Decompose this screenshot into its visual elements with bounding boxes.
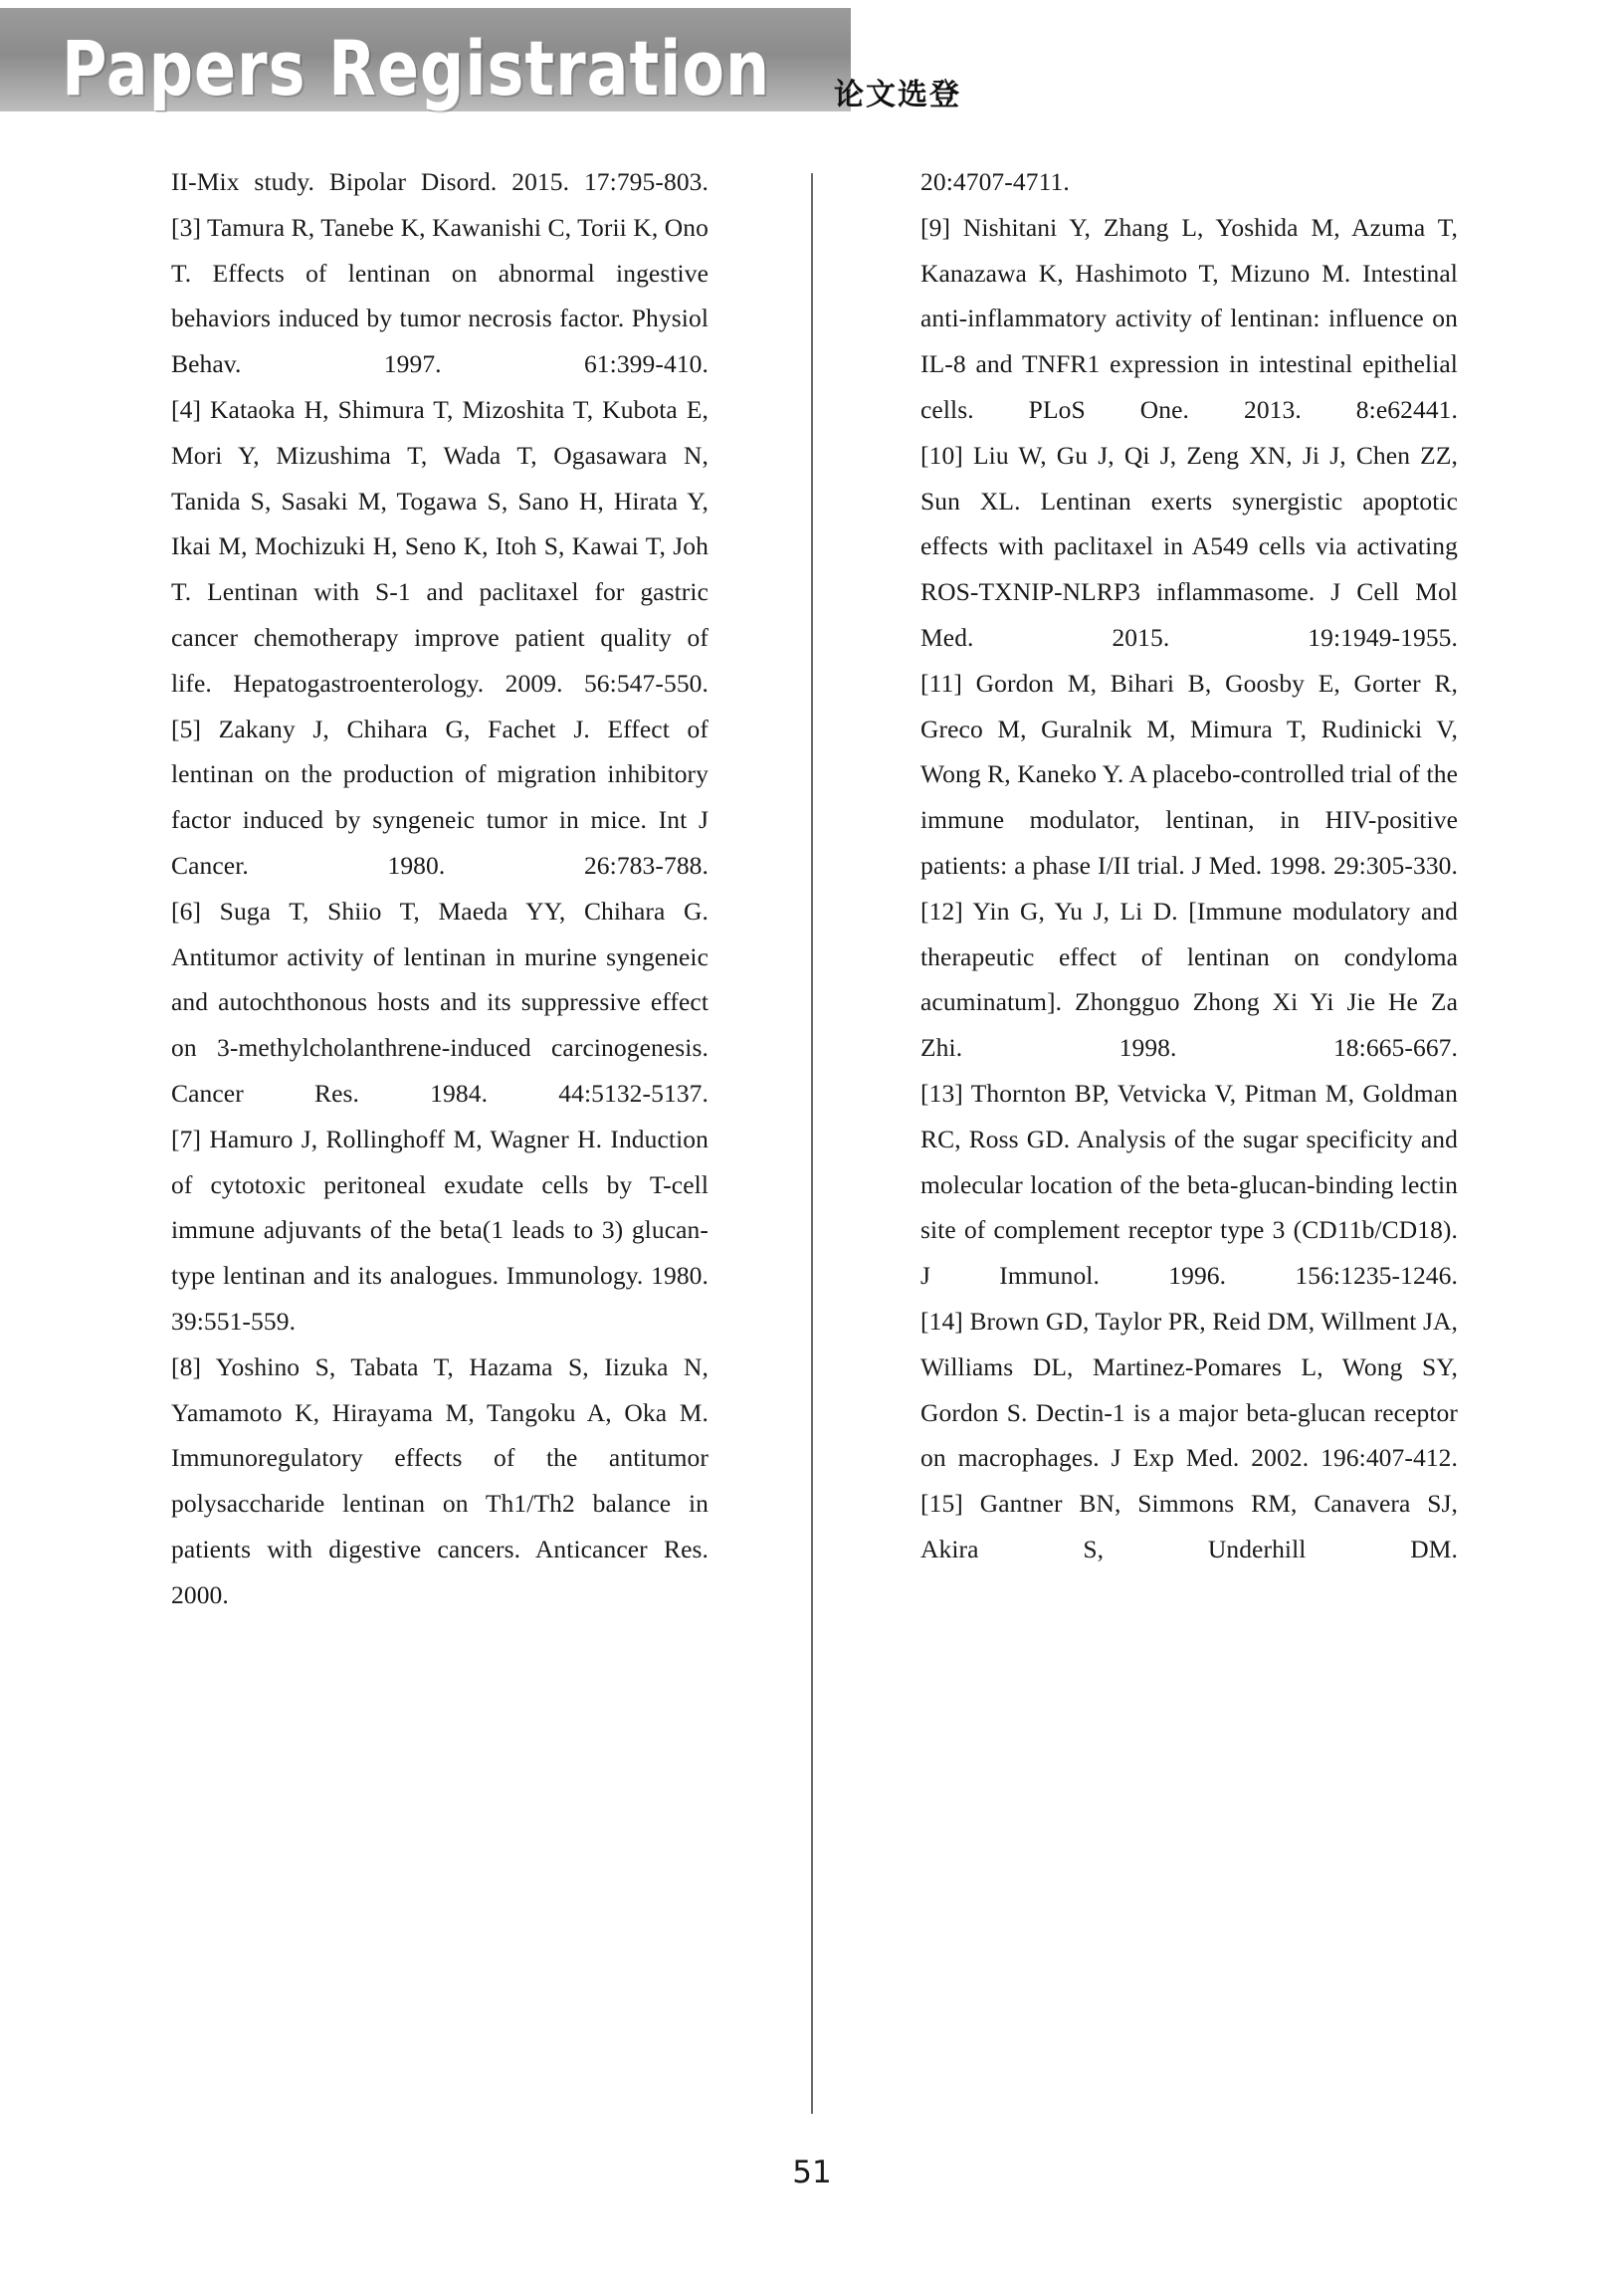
reference-entry: 20:4707-4711. bbox=[920, 167, 1070, 196]
reference-entry: [9] Nishitani Y, Zhang L, Yoshida M, Azuma T, Kanazawa K, Hashimoto T, Mizuno M. Intestinal anti-inflammatory activity of lentinan: influence on IL-8 and TNFR1 expression in intestinal epithelial cells. PLoS One. 2013. 8:e62441. bbox=[920, 212, 1458, 424]
left-column bbox=[171, 159, 709, 1618]
page-header bbox=[0, 0, 1624, 127]
reference-entry: [10] Liu W, Gu J, Qi J, Zeng XN, Ji J, Chen ZZ, Sun XL. Lentinan exerts synergistic apoptotic effects with paclitaxel in A549 cells via activating ROS-TXNIP-NLRP3 inflammasome. J Cell Mol Med. 2015. 19:1949-1955. bbox=[920, 440, 1458, 652]
reference-entry: [15] Gantner BN, Simmons RM, Canavera SJ, Akira S, Underhill DM. bbox=[920, 1489, 1458, 1563]
reference-entry: [13] Thornton BP, Vetvicka V, Pitman M, Goldman RC, Ross GD. Analysis of the sugar specificity and molecular location of the beta-glucan-binding lectin site of complement receptor type 3 (CD11b/CD18). J Immunol. 1996. 156:1235-1246. bbox=[920, 1078, 1458, 1291]
reference-entry: [7] Hamuro J, Rollinghoff M, Wagner H. Induction of cytotoxic peritoneal exudate cells by T-cell immune adjuvants of the beta(1 leads to 3) glucan-type lentinan and its analogues. Immunology. 1980. 39:551-559. bbox=[171, 1124, 709, 1336]
column-divider bbox=[811, 173, 813, 2114]
header-subtitle-chinese: 论文选登 bbox=[834, 78, 961, 112]
reference-entry: [6] Suga T, Shiio T, Maeda YY, Chihara G. Antitumor activity of lentinan in murine syngeneic and autochthonous hosts and its suppressive effect on 3-methylcholanthrene-induced carcinogenesis. Cancer Res. 1984. 44:5132-5137. bbox=[171, 896, 709, 1108]
reference-entry: [12] Yin G, Yu J, Li D. [Immune modulatory and therapeutic effect of lentinan on condyloma acuminatum]. Zhongguo Zhong Xi Yi Jie He Za Zhi. 1998. 18:665-667. bbox=[920, 896, 1458, 1063]
page-number: 51 bbox=[792, 2155, 832, 2190]
header-title: Papers Registration bbox=[62, 24, 771, 113]
reference-entry: [5] Zakany J, Chihara G, Fachet J. Effect of lentinan on the production of migration inhibitory factor induced by syngeneic tumor in mice. Int J Cancer. 1980. 26:783-788. bbox=[171, 714, 709, 880]
reference-entry: II-Mix study. Bipolar Disord. 2015. 17:795-803. bbox=[171, 167, 709, 196]
reference-entry: [3] Tamura R, Tanebe K, Kawanishi C, Torii K, Ono T. Effects of lentinan on abnormal ingestive behaviors induced by tumor necrosis factor. Physiol Behav. 1997. 61:399-410. bbox=[171, 212, 709, 379]
reference-entry: [11] Gordon M, Bihari B, Goosby E, Gorter R, Greco M, Guralnik M, Mimura T, Rudinicki V, Wong R, Kaneko Y. A placebo-controlled trial of the immune modulator, lentinan, in HIV-positive patients: a phase I/II trial. J Med. 1998. 29:305-330. bbox=[920, 668, 1458, 880]
reference-entry: [14] Brown GD, Taylor PR, Reid DM, Willment JA, Williams DL, Martinez-Pomares L, Wong SY, Gordon S. Dectin-1 is a major beta-glucan receptor on macrophages. J Exp Med. 2002. 196:407-412. bbox=[920, 1306, 1458, 1473]
reference-entry: [4] Kataoka H, Shimura T, Mizoshita T, Kubota E, Mori Y, Mizushima T, Wada T, Ogasawara N, Tanida S, Sasaki M, Togawa S, Sano H, Hirata Y, Ikai M, Mochizuki H, Seno K, Itoh S, Kawai T, Joh T. Lentinan with S-1 and paclitaxel for gastric cancer chemotherapy improve patient quality of life. Hepatogastroenterology. 2009. 56:547-550. bbox=[171, 394, 709, 698]
right-column bbox=[920, 159, 1458, 1572]
reference-entry: [8] Yoshino S, Tabata T, Hazama S, Iizuka N, Yamamoto K, Hirayama M, Tangoku A, Oka M. Immunoregulatory effects of the antitumor polysaccharide lentinan on Th1/Th2 balance in patients with digestive cancers. Anticancer Res. 2000. bbox=[171, 1351, 709, 1609]
reference-columns bbox=[0, 159, 1624, 2135]
